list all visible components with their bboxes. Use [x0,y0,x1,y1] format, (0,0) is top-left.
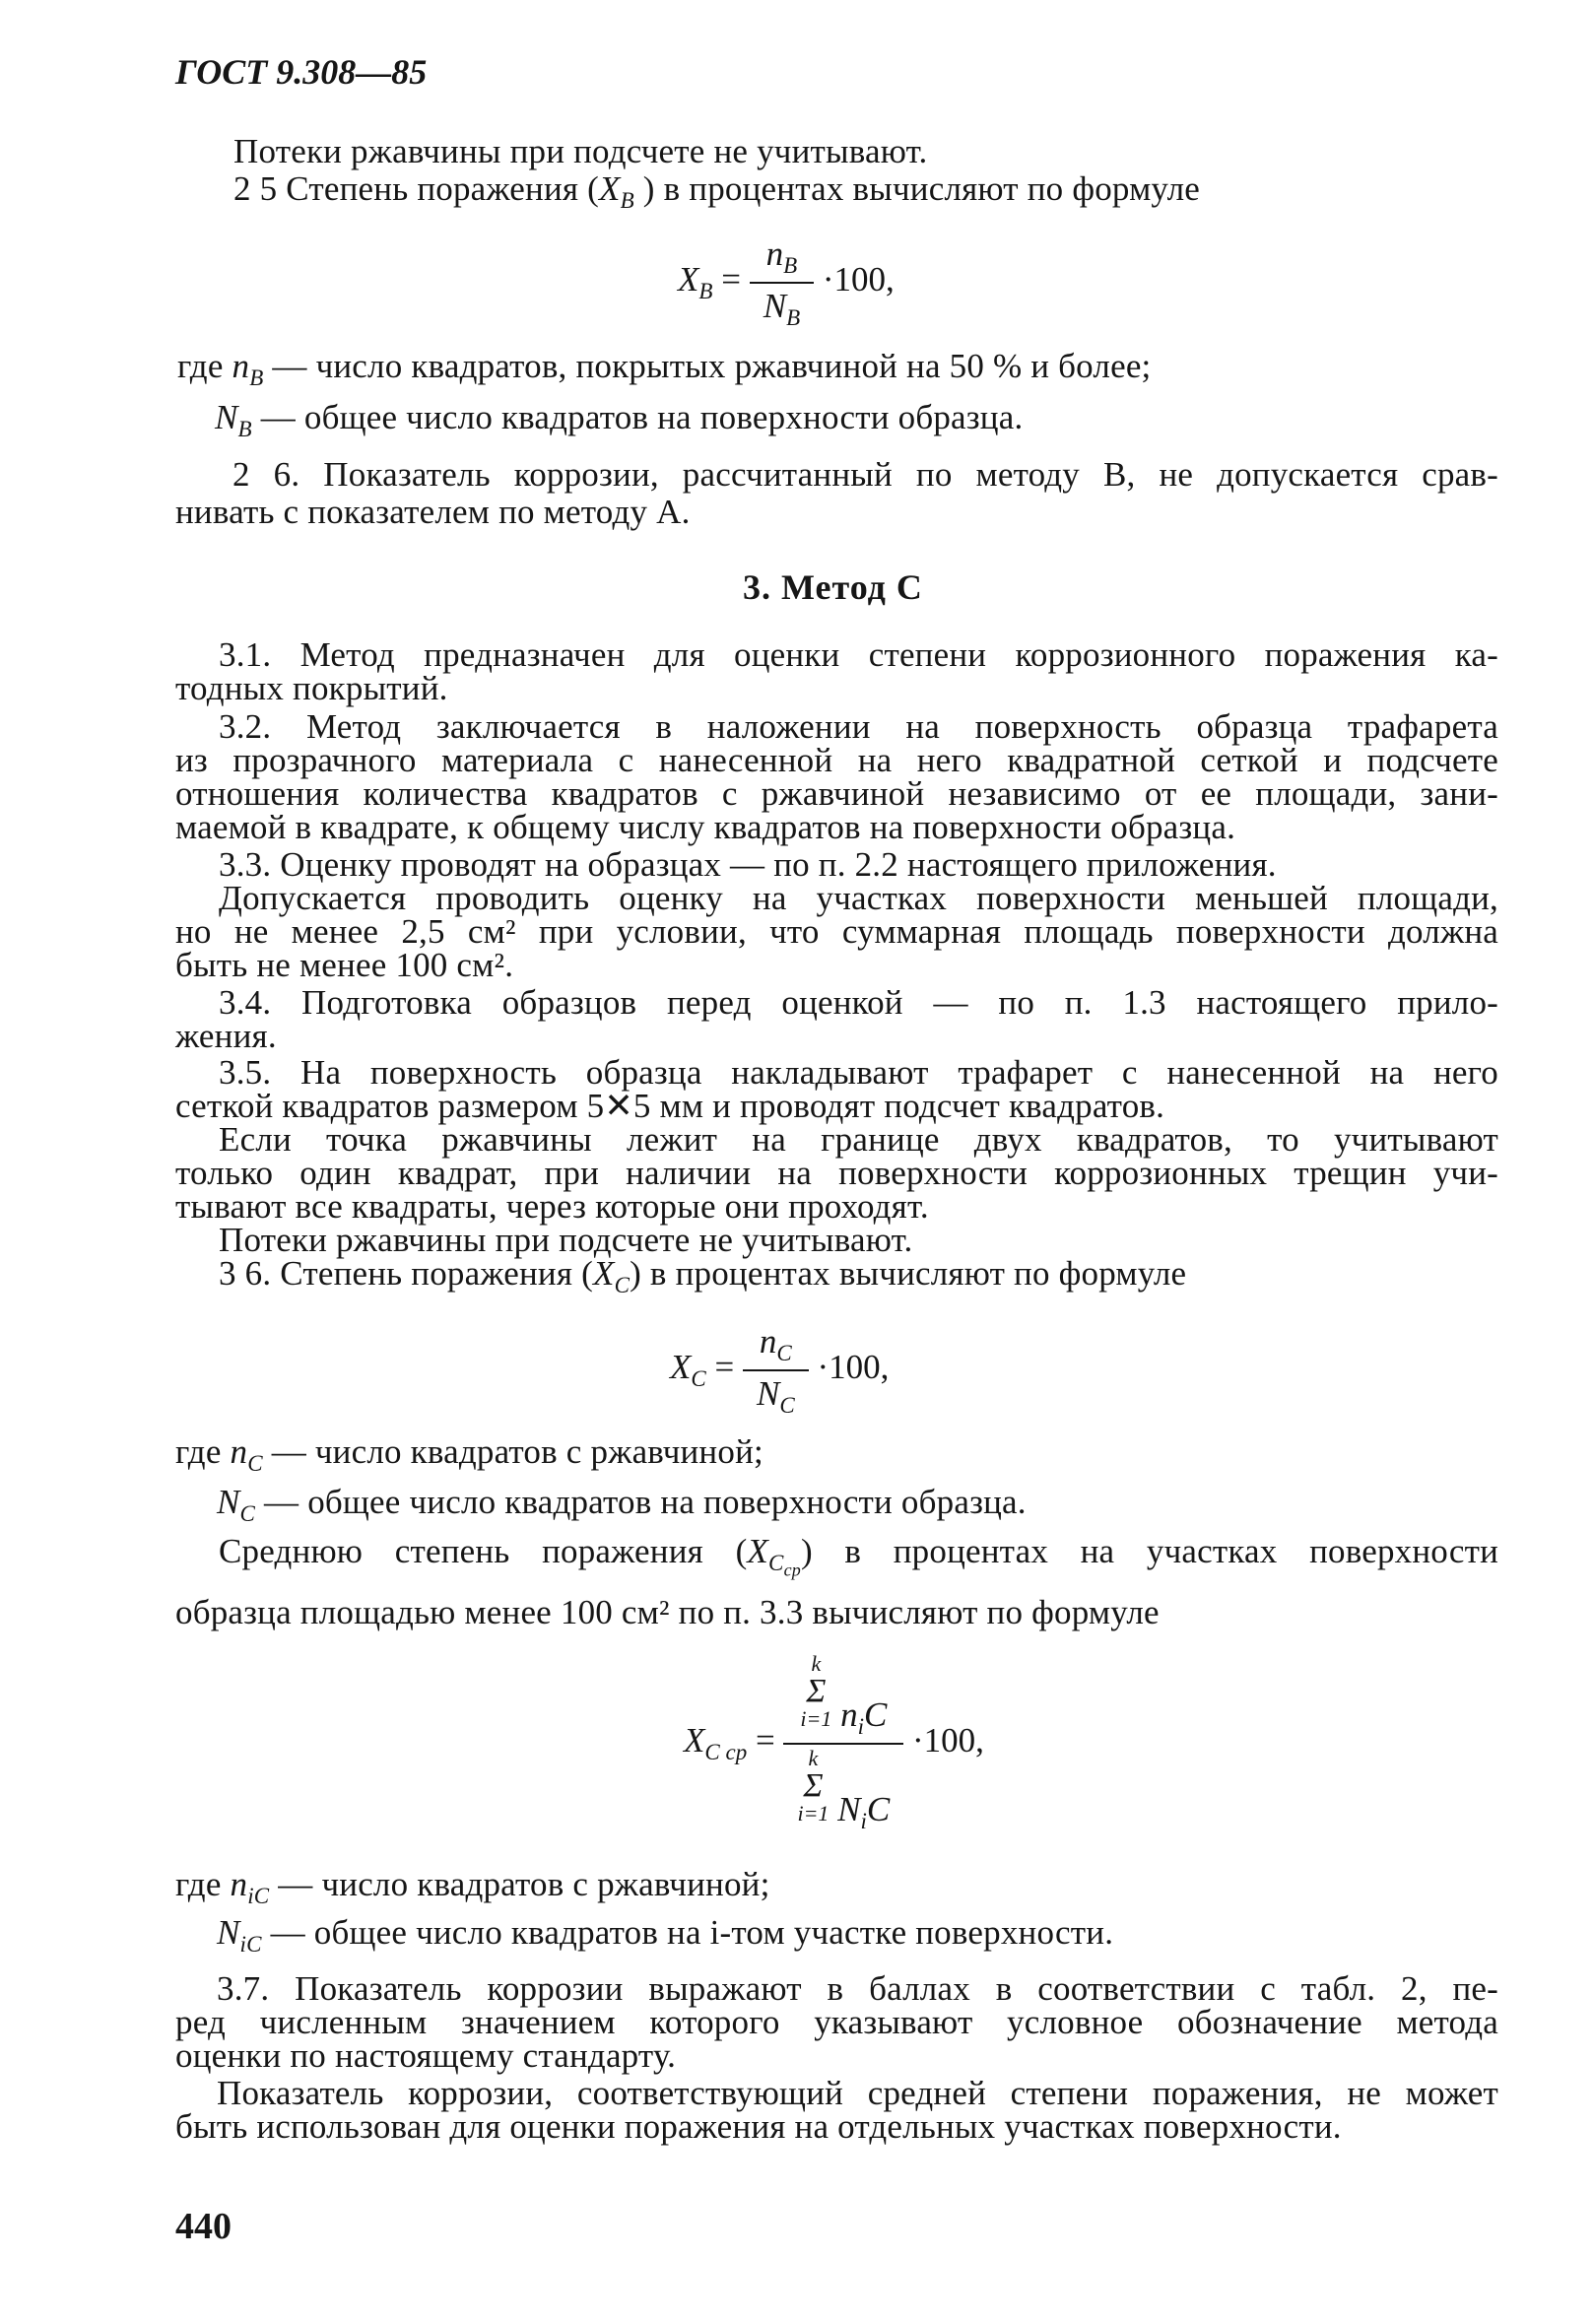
text-line: Показатель коррозии, соответствующий средней степени поражения, не может [217,2074,1498,2112]
document-header: ГОСТ 9.308—85 [175,52,428,92]
text-line: 3.7. Показатель коррозии выражают в баллах в соответствии с табл. 2, пе- [217,1969,1498,2008]
text-line: тодных покрытий. [175,669,448,707]
page-number: 440 [175,2206,232,2247]
text-line: Потеки ржавчины при подсчете не учитывают. [233,132,928,170]
where-line: где $n_C$ — число квадратов с ржавчиной; [175,1432,763,1476]
text-line: 3.5. На поверхность образца накладывают трафарет с нанесенной на него [219,1053,1498,1092]
text-line: Потеки ржавчины при подсчете не учитывают. [219,1221,913,1259]
text-line: 3.1. Метод предназначен для оценки степени коррозионного поражения ка- [219,635,1498,674]
text-line: отношения количества квадратов с ржавчиной независимо от ее площади, зани- [175,774,1498,813]
text-line: тывают все квадраты, через которые они проходят. [175,1187,929,1226]
text-line: 3.3. Оценку проводят на образцах — по п. 2.2 настоящего приложения. [219,845,1277,884]
text-line: маемой в квадрате, к общему числу квадратов на поверхности образца. [175,808,1236,846]
section-heading: 3. Метод С [743,567,923,607]
text-line: 2 6. Показатель коррозии, рассчитанный по методу В, не допускается срав- [232,455,1498,494]
where-line: $N_B$ — общее число квадратов на поверхности образца. [215,398,1024,441]
text-line: нивать с показателем по методу А. [175,493,691,531]
text-line: образца площадью менее 100 см² по п. 3.3 вычисляют по формуле [175,1593,1160,1631]
text-line: Среднюю степень поражения $(X_{C_{ср}})$ в процентах на участках поверхности [219,1532,1499,1580]
text-line: только один квадрат, при наличии на поверхности коррозионных трещин учи- [175,1154,1498,1192]
formula-xc-avg: $X_{C ср}$ = k Σ i=1 $n_iC$ k Σ i=1 $N_iC$ ·100, [684,1651,984,1833]
text-line: ред численным значением которого указывают условное обозначение метода [175,2003,1498,2041]
text-line: быть не менее 100 см². [175,946,514,984]
where-line: $N_{iC}$ — общее число квадратов на i-том участке поверхности. [217,1913,1114,1957]
text-line: жения. [175,1017,277,1055]
text-line: оценки по настоящему стандарту. [175,2036,677,2075]
text-line: 3 6. Степень поражения $(X_C)$ в процентах вычисляют по формуле [219,1254,1187,1297]
text-line: сеткой квадратов размером 5✕5 мм и проводят подсчет квадратов. [175,1087,1165,1125]
formula-xb: $X_B$ = $\frac{n_B}{N_B}$ ·100, [678,234,895,330]
text-line: быть использован для оценки поражения на отдельных участках поверхности. [175,2107,1342,2146]
where-line: $N_C$ — общее число квадратов на поверхности образца. [217,1483,1027,1526]
formula-xc: $X_C$ = $\frac{n_C}{N_C}$ ·100, [670,1322,890,1418]
where-line: где $n_{iC}$ — число квадратов с ржавчиной; [175,1865,770,1908]
text-line: 2 5 Степень поражения ($X_B$ ) в процентах вычисляют по формуле [233,169,1200,213]
text-line: 3.4. Подготовка образцов перед оценкой — по п. 1.3 настоящего прило- [219,983,1498,1022]
text-line: Допускается проводить оценку на участках поверхности меньшей площади, [219,879,1498,917]
text-line: из прозрачного материала с нанесенной на него квадратной сеткой и подсчете [175,741,1498,779]
text-line: но не менее 2,5 см² при условии, что суммарная площадь поверхности должна [175,912,1498,951]
text-line: Если точка ржавчины лежит на границе двух квадратов, то учитывают [219,1120,1498,1159]
text-line: 3.2. Метод заключается в наложении на поверхность образца трафарета [219,707,1498,746]
where-line: где $n_B$ — число квадратов, покрытых ржавчиной на 50 % и более; [177,347,1152,390]
